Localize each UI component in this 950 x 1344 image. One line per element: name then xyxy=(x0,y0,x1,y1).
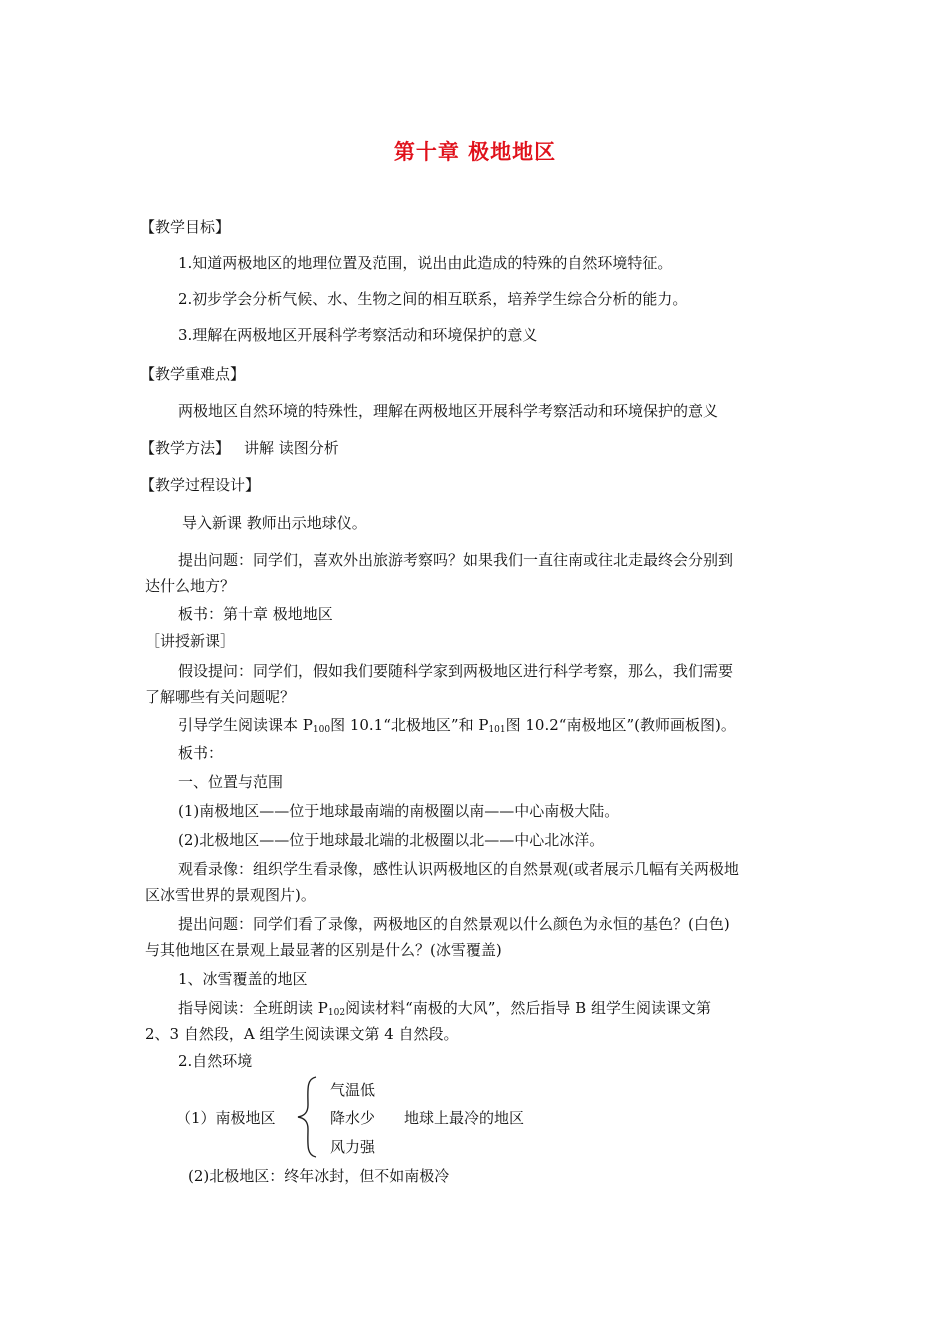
range-item: (2)北极地区——位于地球最北端的北极圈以北——中心北冰洋。 xyxy=(178,831,605,849)
objective-item: 1.知道两极地区的地理位置及范围，说出由此造成的特殊的自然环境特征。 xyxy=(178,254,673,272)
question2-line: 提出问题：同学们看了录像，两极地区的自然景观以什么颜色为永恒的基色？(白色) xyxy=(178,915,730,933)
page-title: 第十章 极地地区 xyxy=(393,140,557,164)
antarctic-summary: 地球上最冷的地区 xyxy=(404,1109,525,1127)
section-heading: 2.自然环境 xyxy=(178,1052,253,1070)
antarctic-label: （1）南极地区 xyxy=(176,1109,276,1127)
question1-line: 达什么地方？ xyxy=(145,577,236,595)
hypothesis-line: 假设提问：同学们，假如我们要随科学家到两极地区进行科学考察，那么，我们需要 xyxy=(178,662,734,680)
video-line: 区冰雪世界的景观图片)。 xyxy=(145,886,316,904)
trait-item: 风力强 xyxy=(330,1138,376,1156)
method-row xyxy=(140,438,339,458)
key-points-text: 两极地区自然环境的特殊性，理解在两极地区开展科学考察活动和环境保护的意义 xyxy=(178,402,719,420)
section-heading: 1、冰雪覆盖的地区 xyxy=(178,970,308,988)
guide-reading-line: 引导学生阅读课本 $P_{100}$图 10.1“北极地区”和 $P_{101}$图 10.2“南极地区”(教师画板图)。 xyxy=(178,716,736,735)
method-heading: 【教学方法】 xyxy=(140,439,231,457)
question1-line: 提出问题：同学们，喜欢外出旅游考察吗？如果我们一直往南或往北走最终会分别到 xyxy=(178,551,734,569)
range-item: (1)南极地区——位于地球最南端的南极圈以南——中心南极大陆。 xyxy=(178,802,620,820)
key-points-heading: 【教学重难点】 xyxy=(140,365,246,383)
reading-line: 2、3 自然段，A 组学生阅读课文第 4 自然段。 xyxy=(145,1025,459,1043)
method-text: 讲解 读图分析 xyxy=(244,439,339,457)
arctic-line: (2)北极地区：终年冰封，但不如南极冷 xyxy=(188,1167,450,1185)
question2-line: 与其他地区在景观上最显著的区别是什么？(冰雪覆盖) xyxy=(145,941,502,959)
objective-item: 3.理解在两极地区开展科学考察活动和环境保护的意义 xyxy=(178,326,538,344)
reading-line: 指导阅读：全班朗读 $P_{102}$阅读材料“南极的大风”，然后指导 B 组学生阅读课文第 xyxy=(178,999,711,1018)
hypothesis-line: 了解哪些有关问题呢？ xyxy=(145,688,296,706)
intro-line: 导入新课 教师出示地球仪。 xyxy=(182,514,367,532)
brace-icon xyxy=(296,1075,320,1159)
objectives-heading: 【教学目标】 xyxy=(140,218,231,236)
video-line: 观看录像：组织学生看录像，感性认识两极地区的自然景观(或者展示几幅有关两极地 xyxy=(178,860,739,878)
trait-item: 气温低 xyxy=(330,1081,376,1099)
new-lesson-heading: ［讲授新课］ xyxy=(145,632,236,650)
board-note: 板书： xyxy=(178,744,224,762)
process-heading: 【教学过程设计】 xyxy=(140,476,261,494)
objective-item: 2.初步学会分析气候、水、生物之间的相互联系，培养学生综合分析的能力。 xyxy=(178,290,688,308)
board-note: 板书：第十章 极地地区 xyxy=(178,605,333,623)
section-heading: 一、位置与范围 xyxy=(178,773,284,791)
trait-item: 降水少 xyxy=(330,1109,376,1127)
